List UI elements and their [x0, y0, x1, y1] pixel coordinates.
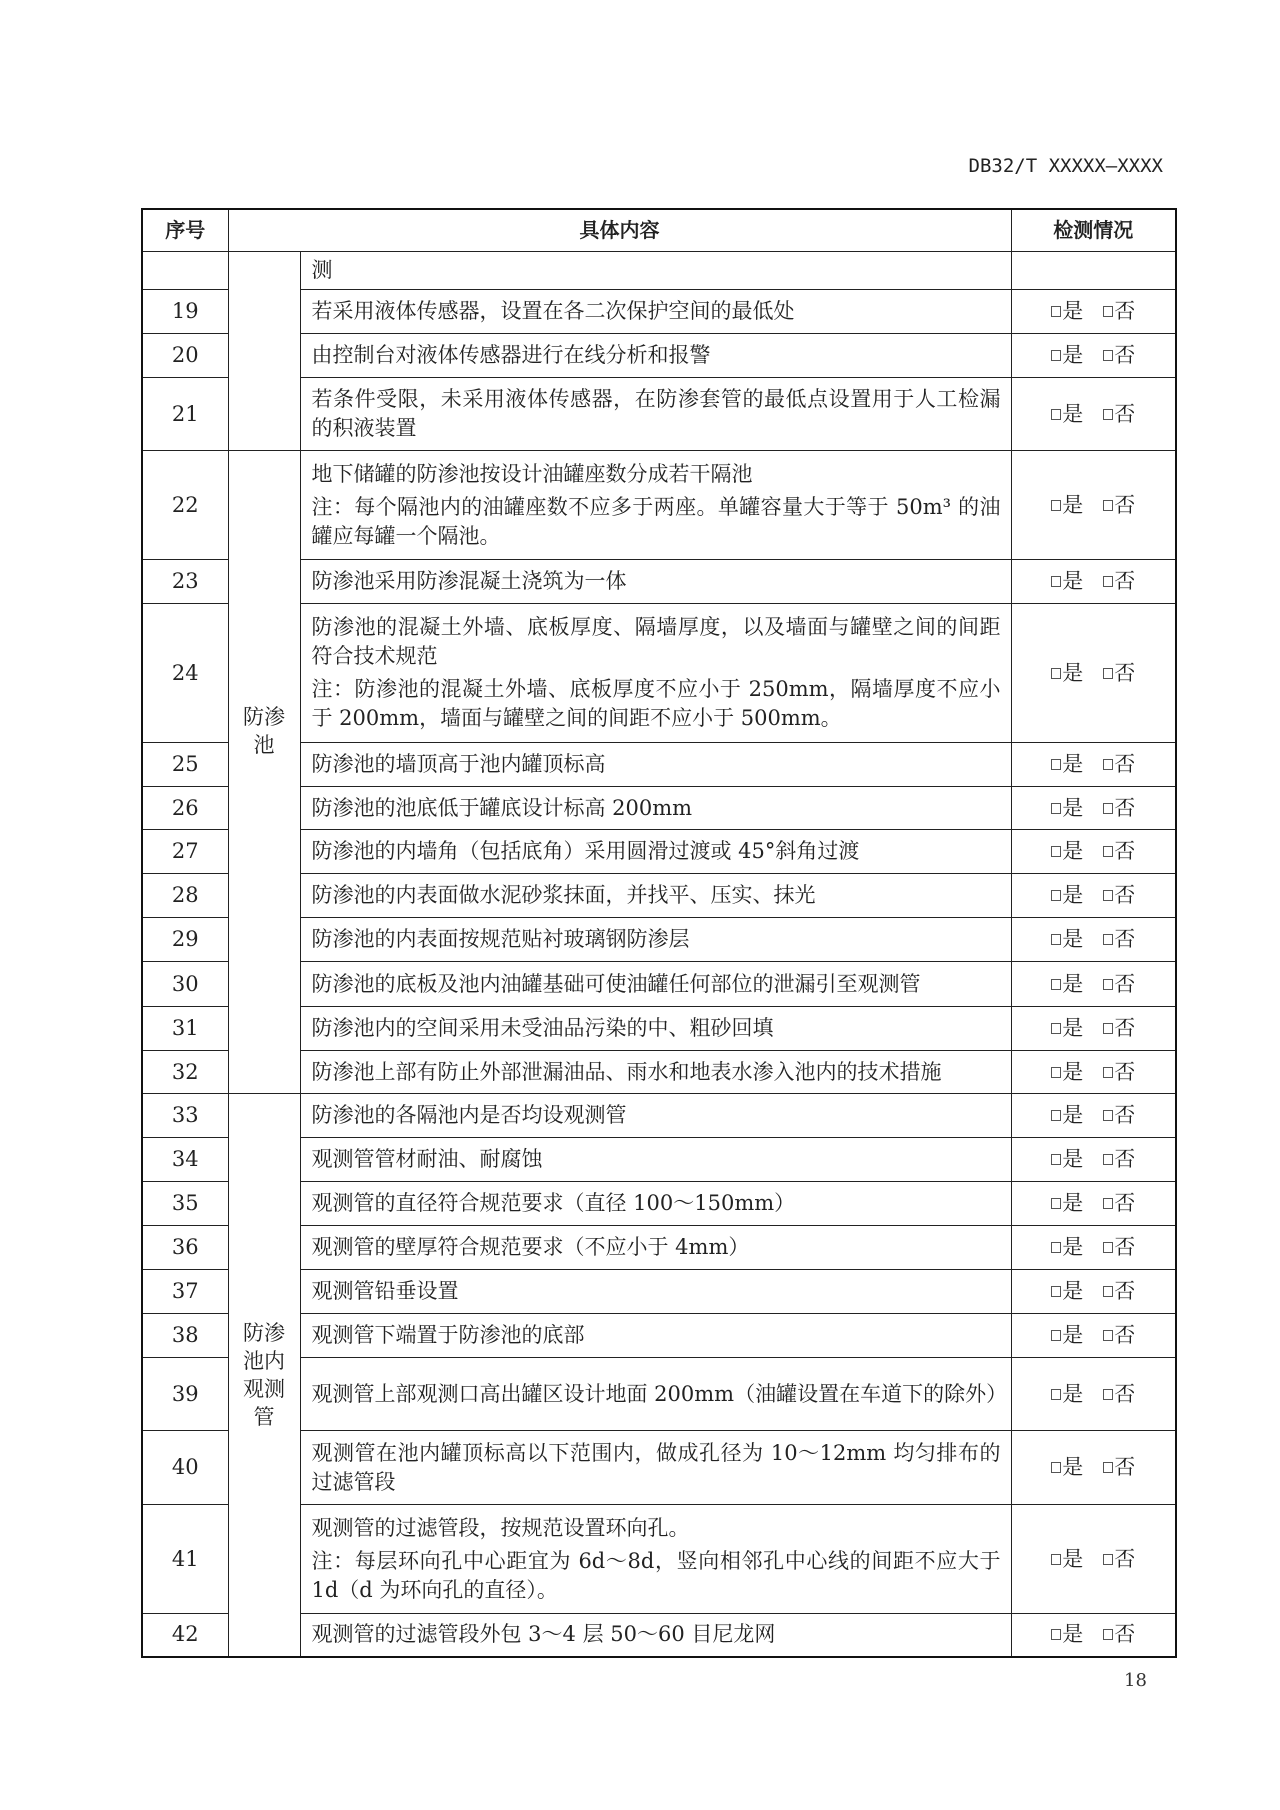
row-number: 24	[142, 604, 228, 743]
checkbox-label: 是	[1062, 569, 1084, 593]
row-number: 29	[142, 918, 228, 962]
checkbox-no[interactable]	[1103, 1189, 1135, 1218]
checkbox-no[interactable]	[1103, 1453, 1135, 1482]
checkbox-label: 否	[1114, 839, 1136, 863]
checkbox-label: 是	[1062, 883, 1084, 907]
content-cell	[300, 1431, 1011, 1505]
result-cell	[1011, 874, 1176, 918]
content-cell	[300, 560, 1011, 604]
result-cell	[1011, 1226, 1176, 1270]
checkbox-label: 是	[1062, 401, 1084, 426]
checkbox-no[interactable]	[1103, 1277, 1135, 1306]
result-cell	[1011, 918, 1176, 962]
checkbox-label: 否	[1114, 401, 1136, 426]
table-header-row	[142, 209, 1176, 252]
result-cell	[1011, 1505, 1176, 1614]
requirement-text: 防渗池的内表面按规范贴衬玻璃钢防渗层	[311, 927, 690, 951]
checkbox-label: 是	[1062, 927, 1084, 951]
checkbox-square-icon[interactable]	[1103, 576, 1113, 587]
result-cell	[1011, 1614, 1176, 1657]
content-cell	[300, 334, 1011, 378]
checkbox-square-icon[interactable]	[1103, 890, 1113, 901]
content-cell	[300, 1505, 1011, 1614]
checkbox-square-icon[interactable]	[1103, 1023, 1113, 1034]
result-cell	[1011, 1007, 1176, 1051]
checkbox-square-icon[interactable]	[1103, 934, 1113, 945]
checkbox-label: 否	[1114, 299, 1136, 323]
checkbox-square-icon[interactable]	[1103, 1330, 1113, 1341]
checkbox-no[interactable]	[1103, 1380, 1135, 1409]
checkbox-square-icon[interactable]	[1051, 500, 1061, 511]
content-cell	[300, 1138, 1011, 1182]
checkbox-no[interactable]	[1103, 970, 1135, 999]
checkbox-yes[interactable]	[1051, 341, 1083, 370]
checkbox-yes[interactable]	[1051, 567, 1083, 596]
checkbox-label: 否	[1114, 1147, 1136, 1171]
checkbox-label: 否	[1114, 343, 1136, 367]
checkbox-no[interactable]	[1103, 750, 1135, 779]
checkbox-no[interactable]	[1103, 297, 1135, 326]
requirement-text: 若采用液体传感器，设置在各二次保护空间的最低处	[311, 299, 795, 323]
checkbox-yes[interactable]	[1051, 837, 1083, 866]
requirement-text: 若条件受限，未采用液体传感器，在防渗套管的最低点设置用于人工检漏的积液装置	[311, 387, 1001, 440]
checkbox-yes[interactable]	[1051, 1014, 1083, 1043]
result-cell	[1011, 1358, 1176, 1431]
content-cell	[300, 1314, 1011, 1358]
content-cell	[300, 451, 1011, 560]
row-number	[142, 252, 228, 290]
checkbox-no[interactable]	[1103, 1233, 1135, 1262]
checkbox-label: 是	[1062, 1016, 1084, 1040]
checkbox-yes[interactable]	[1051, 794, 1083, 823]
note-text: 注：防渗池的混凝土外墙、底板厚度不应小于 250mm，隔墙厚度不应小于 200mm，墙面与罐壁之间的间距不应小于 500mm。	[311, 677, 1001, 730]
checkbox-square-icon[interactable]	[1103, 979, 1113, 990]
table-row	[142, 1094, 1176, 1138]
column-header-result: 检测情况	[1011, 209, 1176, 252]
result-cell	[1011, 1138, 1176, 1182]
checkbox-square-icon[interactable]	[1051, 1389, 1061, 1400]
checkbox-label: 否	[1114, 927, 1136, 951]
row-number: 19	[142, 290, 228, 334]
checkbox-yes[interactable]	[1051, 1277, 1083, 1306]
checkbox-label: 否	[1114, 883, 1136, 907]
checkbox-label: 否	[1114, 492, 1136, 517]
requirement-text: 观测管下端置于防渗池的底部	[311, 1323, 585, 1347]
requirement-text: 观测管的过滤管段，按规范设置环向孔。	[311, 1515, 690, 1540]
checkbox-square-icon[interactable]	[1051, 576, 1061, 587]
result-cell	[1011, 830, 1176, 874]
checkbox-label: 否	[1114, 1546, 1136, 1571]
checkbox-square-icon[interactable]	[1051, 1242, 1061, 1253]
row-number: 35	[142, 1182, 228, 1226]
checkbox-square-icon[interactable]	[1051, 1154, 1061, 1165]
content-cell	[300, 1094, 1011, 1138]
requirement-text: 由控制台对液体传感器进行在线分析和报警	[311, 343, 711, 367]
content-cell	[300, 962, 1011, 1007]
result-cell	[1011, 560, 1176, 604]
checkbox-yes[interactable]	[1051, 1233, 1083, 1262]
result-cell	[1011, 451, 1176, 560]
checkbox-no[interactable]	[1103, 1620, 1135, 1649]
requirement-text: 防渗池的各隔池内是否均设观测管	[311, 1103, 627, 1127]
row-number: 36	[142, 1226, 228, 1270]
result-cell	[1011, 1314, 1176, 1358]
checkbox-label: 是	[1062, 1279, 1084, 1303]
checkbox-square-icon[interactable]	[1103, 1110, 1113, 1121]
checkbox-label: 是	[1062, 1546, 1084, 1571]
content-cell	[300, 1270, 1011, 1314]
checkbox-label: 否	[1114, 1235, 1136, 1259]
checkbox-yes[interactable]	[1051, 970, 1083, 999]
checkbox-label: 否	[1114, 1381, 1136, 1406]
checkbox-no[interactable]	[1103, 400, 1135, 429]
checkbox-yes[interactable]	[1051, 750, 1083, 779]
requirement-text: 防渗池的混凝土外墙、底板厚度、隔墙厚度，以及墙面与罐壁之间的间距符合技术规范	[311, 615, 1001, 668]
result-cell	[1011, 1051, 1176, 1094]
row-number: 23	[142, 560, 228, 604]
note-text: 注：每层环向孔中心距宜为 6d～8d，竖向相邻孔中心线的间距不应大于 1d（d 为环向孔的直径）。	[311, 1548, 1001, 1602]
requirement-text: 观测管上部观测口高出罐区设计地面 200mm（油罐设置在车道下的除外）	[311, 1381, 1008, 1406]
checkbox-label: 是	[1062, 1235, 1084, 1259]
checkbox-square-icon[interactable]	[1051, 1067, 1061, 1078]
checkbox-no[interactable]	[1103, 659, 1135, 688]
checkbox-label: 是	[1062, 971, 1084, 996]
checkbox-yes[interactable]	[1051, 925, 1083, 954]
standard-code: DB32/T XXXXX—XXXX	[968, 155, 1163, 177]
checkbox-yes[interactable]	[1051, 1321, 1083, 1350]
row-number: 21	[142, 378, 228, 451]
checkbox-yes[interactable]	[1051, 1620, 1083, 1649]
checkbox-label: 否	[1114, 752, 1136, 776]
requirement-text: 防渗池的内表面做水泥砂浆抹面，并找平、压实、抹光	[311, 883, 816, 907]
checkbox-no[interactable]	[1103, 567, 1135, 596]
row-number: 25	[142, 743, 228, 787]
result-cell	[1011, 787, 1176, 830]
content-cell	[300, 830, 1011, 874]
result-cell	[1011, 962, 1176, 1007]
result-cell	[1011, 1182, 1176, 1226]
checkbox-label: 否	[1114, 795, 1136, 820]
content-cell	[300, 874, 1011, 918]
checkbox-square-icon[interactable]	[1051, 306, 1061, 317]
checkbox-yes[interactable]	[1051, 1453, 1083, 1482]
checkbox-square-icon[interactable]	[1051, 1023, 1061, 1034]
checkbox-square-icon[interactable]	[1103, 409, 1113, 420]
checkbox-label: 否	[1114, 971, 1136, 996]
checkbox-no[interactable]	[1103, 1545, 1135, 1574]
checkbox-yes[interactable]	[1051, 491, 1083, 520]
category-cell: 防渗池	[228, 451, 300, 1094]
checkbox-square-icon[interactable]	[1051, 890, 1061, 901]
checkbox-square-icon[interactable]	[1051, 1462, 1061, 1473]
requirement-text: 观测管在池内罐顶标高以下范围内，做成孔径为 10～12mm 均匀排布的过滤管段	[311, 1440, 1001, 1494]
page-number: 18	[1124, 1670, 1147, 1691]
checkbox-yes[interactable]	[1051, 1145, 1083, 1174]
checkbox-label: 是	[1062, 299, 1084, 323]
checkbox-square-icon[interactable]	[1103, 1389, 1113, 1400]
result-cell	[1011, 252, 1176, 290]
checkbox-square-icon[interactable]	[1103, 1242, 1113, 1253]
row-number: 38	[142, 1314, 228, 1358]
checkbox-yes[interactable]	[1051, 297, 1083, 326]
checkbox-label: 否	[1114, 1323, 1136, 1347]
checkbox-yes[interactable]	[1051, 1380, 1083, 1409]
checkbox-yes[interactable]	[1051, 1058, 1083, 1087]
content-cell	[300, 252, 1011, 290]
checkbox-square-icon[interactable]	[1103, 1067, 1113, 1078]
requirement-text: 观测管铅垂设置	[311, 1279, 459, 1303]
checkbox-square-icon[interactable]	[1051, 803, 1061, 814]
result-cell	[1011, 378, 1176, 451]
checkbox-label: 是	[1062, 492, 1084, 517]
row-number: 26	[142, 787, 228, 830]
checkbox-label: 是	[1062, 795, 1084, 820]
row-number: 32	[142, 1051, 228, 1094]
checkbox-square-icon[interactable]	[1103, 1154, 1113, 1165]
checkbox-square-icon[interactable]	[1051, 934, 1061, 945]
content-cell	[300, 378, 1011, 451]
checkbox-no[interactable]	[1103, 491, 1135, 520]
checkbox-label: 是	[1062, 1103, 1084, 1127]
checkbox-square-icon[interactable]	[1103, 759, 1113, 770]
row-number: 37	[142, 1270, 228, 1314]
row-number: 39	[142, 1358, 228, 1431]
table-row	[142, 252, 1176, 290]
checkbox-square-icon[interactable]	[1103, 350, 1113, 361]
checkbox-no[interactable]	[1103, 837, 1135, 866]
content-cell	[300, 1358, 1011, 1431]
result-cell	[1011, 334, 1176, 378]
checkbox-label: 是	[1062, 752, 1084, 776]
note-text: 注：每个隔池内的油罐座数不应多于两座。单罐容量大于等于 50m³ 的油罐应每罐一个隔池。	[311, 494, 1001, 548]
requirement-text: 防渗池的池底低于罐底设计标高 200mm	[311, 795, 693, 820]
checkbox-label: 是	[1062, 839, 1084, 863]
checkbox-square-icon[interactable]	[1103, 306, 1113, 317]
checkbox-label: 是	[1062, 1191, 1084, 1215]
checkbox-no[interactable]	[1103, 881, 1135, 910]
content-cell	[300, 1182, 1011, 1226]
requirement-text: 地下储罐的防渗池按设计油罐座数分成若干隔池	[311, 461, 753, 486]
checkbox-square-icon[interactable]	[1051, 409, 1061, 420]
checkbox-square-icon[interactable]	[1051, 1110, 1061, 1121]
category-cell: 防渗池内观测管	[228, 1094, 300, 1657]
requirement-text: 观测管管材耐油、耐腐蚀	[311, 1147, 543, 1171]
requirement-text: 防渗池内的空间采用未受油品污染的中、粗砂回填	[311, 1016, 774, 1040]
checkbox-label: 否	[1114, 569, 1136, 593]
requirement-text: 观测管的直径符合规范要求（直径 100～150mm）	[311, 1191, 796, 1215]
checkbox-square-icon[interactable]	[1051, 1629, 1061, 1640]
checkbox-label: 是	[1062, 1147, 1084, 1171]
checkbox-square-icon[interactable]	[1103, 1462, 1113, 1473]
checkbox-square-icon[interactable]	[1103, 846, 1113, 857]
checkbox-square-icon[interactable]	[1051, 979, 1061, 990]
row-number: 33	[142, 1094, 228, 1138]
checkbox-yes[interactable]	[1051, 659, 1083, 688]
checkbox-square-icon[interactable]	[1051, 1554, 1061, 1565]
result-cell	[1011, 604, 1176, 743]
checkbox-square-icon[interactable]	[1103, 500, 1113, 511]
row-number: 20	[142, 334, 228, 378]
requirement-text: 观测管的过滤管段外包 3～4 层 50～60 目尼龙网	[311, 1622, 776, 1647]
checkbox-square-icon[interactable]	[1103, 1198, 1113, 1209]
row-number: 42	[142, 1614, 228, 1657]
content-cell	[300, 1614, 1011, 1657]
checkbox-square-icon[interactable]	[1051, 759, 1061, 770]
checkbox-label: 否	[1114, 1455, 1136, 1479]
checkbox-label: 是	[1062, 1059, 1084, 1084]
content-cell	[300, 290, 1011, 334]
checkbox-square-icon[interactable]	[1051, 350, 1061, 361]
checkbox-label: 否	[1114, 660, 1136, 685]
checkbox-label: 否	[1114, 1191, 1136, 1215]
content-cell	[300, 743, 1011, 787]
row-number: 22	[142, 451, 228, 560]
checkbox-square-icon[interactable]	[1103, 1286, 1113, 1297]
column-header-no: 序号	[142, 209, 228, 252]
inspection-table	[141, 208, 1177, 1658]
checkbox-square-icon[interactable]	[1103, 1554, 1113, 1565]
checkbox-yes[interactable]	[1051, 1101, 1083, 1130]
checkbox-no[interactable]	[1103, 1058, 1135, 1087]
checkbox-label: 否	[1114, 1279, 1136, 1303]
checkbox-square-icon[interactable]	[1051, 846, 1061, 857]
checkbox-square-icon[interactable]	[1051, 1286, 1061, 1297]
checkbox-square-icon[interactable]	[1103, 803, 1113, 814]
requirement-text: 防渗池上部有防止外部泄漏油品、雨水和地表水渗入池内的技术措施	[311, 1059, 942, 1084]
requirement-text: 防渗池的内墙角（包括底角）采用圆滑过渡或 45°斜角过渡	[311, 839, 860, 863]
row-number: 28	[142, 874, 228, 918]
result-cell	[1011, 290, 1176, 334]
content-cell	[300, 604, 1011, 743]
row-number: 27	[142, 830, 228, 874]
checkbox-no[interactable]	[1103, 925, 1135, 954]
checkbox-square-icon[interactable]	[1103, 1629, 1113, 1640]
checkbox-no[interactable]	[1103, 1101, 1135, 1130]
result-cell	[1011, 743, 1176, 787]
requirement-text: 防渗池的底板及池内油罐基础可使油罐任何部位的泄漏引至观测管	[311, 971, 921, 996]
checkbox-yes[interactable]	[1051, 1189, 1083, 1218]
checkbox-yes[interactable]	[1051, 881, 1083, 910]
checkbox-yes[interactable]	[1051, 400, 1083, 429]
row-number: 31	[142, 1007, 228, 1051]
result-cell	[1011, 1094, 1176, 1138]
checkbox-label: 否	[1114, 1103, 1136, 1127]
checkbox-label: 是	[1062, 1381, 1084, 1406]
checkbox-yes[interactable]	[1051, 1545, 1083, 1574]
checkbox-label: 是	[1062, 1455, 1084, 1479]
checkbox-square-icon[interactable]	[1051, 668, 1061, 679]
checkbox-label: 否	[1114, 1622, 1136, 1647]
checkbox-label: 否	[1114, 1016, 1136, 1040]
row-number: 41	[142, 1505, 228, 1614]
checkbox-no[interactable]	[1103, 1014, 1135, 1043]
requirement-text: 观测管的壁厚符合规范要求（不应小于 4mm）	[311, 1235, 750, 1259]
requirement-text: 防渗池的墙顶高于池内罐顶标高	[311, 752, 606, 776]
category-cell	[228, 252, 300, 451]
checkbox-label: 是	[1062, 660, 1084, 685]
requirement-text: 测	[311, 258, 333, 282]
checkbox-label: 否	[1114, 1059, 1136, 1084]
requirement-text: 防渗池采用防渗混凝土浇筑为一体	[311, 569, 627, 593]
checkbox-no[interactable]	[1103, 1145, 1135, 1174]
row-number: 34	[142, 1138, 228, 1182]
content-cell	[300, 1007, 1011, 1051]
result-cell	[1011, 1431, 1176, 1505]
checkbox-no[interactable]	[1103, 794, 1135, 823]
checkbox-no[interactable]	[1103, 1321, 1135, 1350]
checkbox-square-icon[interactable]	[1103, 668, 1113, 679]
content-cell	[300, 787, 1011, 830]
result-cell	[1011, 1270, 1176, 1314]
checkbox-label: 是	[1062, 1323, 1084, 1347]
content-cell	[300, 1226, 1011, 1270]
row-number: 40	[142, 1431, 228, 1505]
column-header-content: 具体内容	[228, 209, 1011, 252]
content-cell	[300, 1051, 1011, 1094]
checkbox-label: 是	[1062, 1622, 1084, 1647]
table-row	[142, 451, 1176, 560]
checkbox-label: 是	[1062, 343, 1084, 367]
checkbox-no[interactable]	[1103, 341, 1135, 370]
checkbox-square-icon[interactable]	[1051, 1198, 1061, 1209]
checkbox-square-icon[interactable]	[1051, 1330, 1061, 1341]
content-cell	[300, 918, 1011, 962]
row-number: 30	[142, 962, 228, 1007]
